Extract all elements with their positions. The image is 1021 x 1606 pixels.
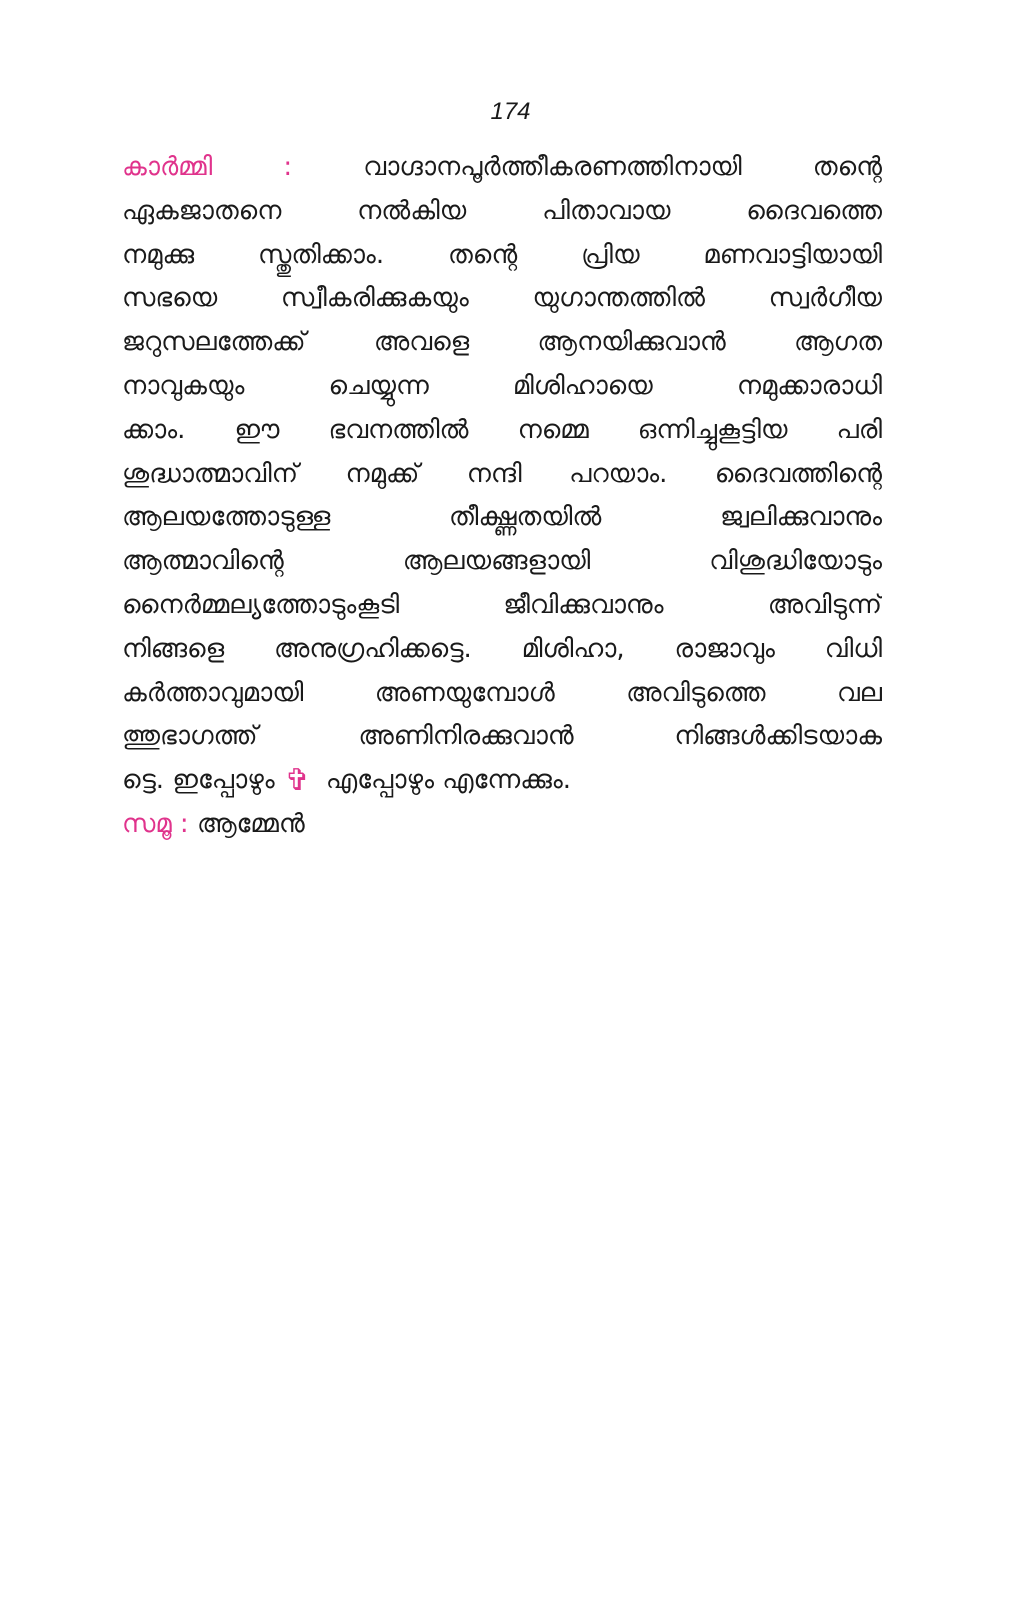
- prayer-line: സഭയെ സ്വീകരിക്കുകയും യുഗാന്തത്തിൽ സ്വർഗീയ: [122, 283, 882, 314]
- prayer-line-last: [122, 759, 882, 803]
- response-text: ആമ്മേൻ: [196, 808, 305, 839]
- prayer-line: ത്തുഭാഗത്ത് അണിനിരക്കുവാൻ നിങ്ങൾക്കിടയാക: [122, 721, 882, 752]
- prayer-line: ജറുസലത്തേക്ക് അവളെ ആനയിക്കുവാൻ ആഗത: [122, 327, 882, 358]
- prayer-line: നൈർമ്മല്യത്തോടുംകൂടി ജീവിക്കുവാനും അവിടുന്ന്: [122, 589, 882, 620]
- prayer-line: ആലയത്തോടുള്ള തീക്ഷ്ണതയിൽ ജ്വലിക്കുവാനും: [122, 502, 882, 533]
- speaker-label-celebrant: കാർമ്മി :: [122, 152, 293, 182]
- prayer-line: നമുക്കു സ്തുതിക്കാം. തന്റെ പ്രിയ മണവാട്ടിയായി: [122, 239, 882, 270]
- prayer-line: ക്കാം. ഈ ഭവനത്തിൽ നമ്മെ ഒന്നിച്ചുകൂട്ടിയ പരി: [122, 414, 882, 445]
- prayer-line: കർത്താവുമായി അണയുമ്പോൾ അവിടുത്തെ വല: [122, 677, 882, 708]
- prayer-text: [122, 146, 882, 847]
- cross-icon: ✞: [284, 763, 310, 799]
- prayer-line-first: [122, 146, 882, 190]
- prayer-line-text: വാഗ്ദാനപൂർത്തീകരണത്തിനായി തന്റെ: [363, 152, 882, 182]
- prayer-line-text: എപ്പോഴും എന്നേക്കും.: [325, 765, 572, 796]
- prayer-line: ഏകജാതനെ നൽകിയ പിതാവായ ദൈവത്തെ: [122, 195, 882, 226]
- response-line: [122, 803, 882, 847]
- prayer-line: ആത്മാവിന്റെ ആലയങ്ങളായി വിശുദ്ധിയോടും: [122, 546, 882, 577]
- page-number: 174: [490, 98, 531, 125]
- prayer-line: നാവുകയും ചെയ്യുന്ന മിശിഹായെ നമുക്കാരാധി: [122, 370, 882, 401]
- speaker-label-congregation: സമൂ :: [122, 808, 189, 839]
- prayer-line-text: ട്ടെ. ഇപ്പോഴും: [122, 765, 275, 796]
- prayer-line: ശുദ്ധാത്മാവിന് നമുക്ക് നന്ദി പറയാം. ദൈവത്തിന്റെ: [122, 458, 882, 489]
- prayer-line: നിങ്ങളെ അനുഗ്രഹിക്കട്ടെ. മിശിഹാ, രാജാവും വിധി: [122, 633, 882, 664]
